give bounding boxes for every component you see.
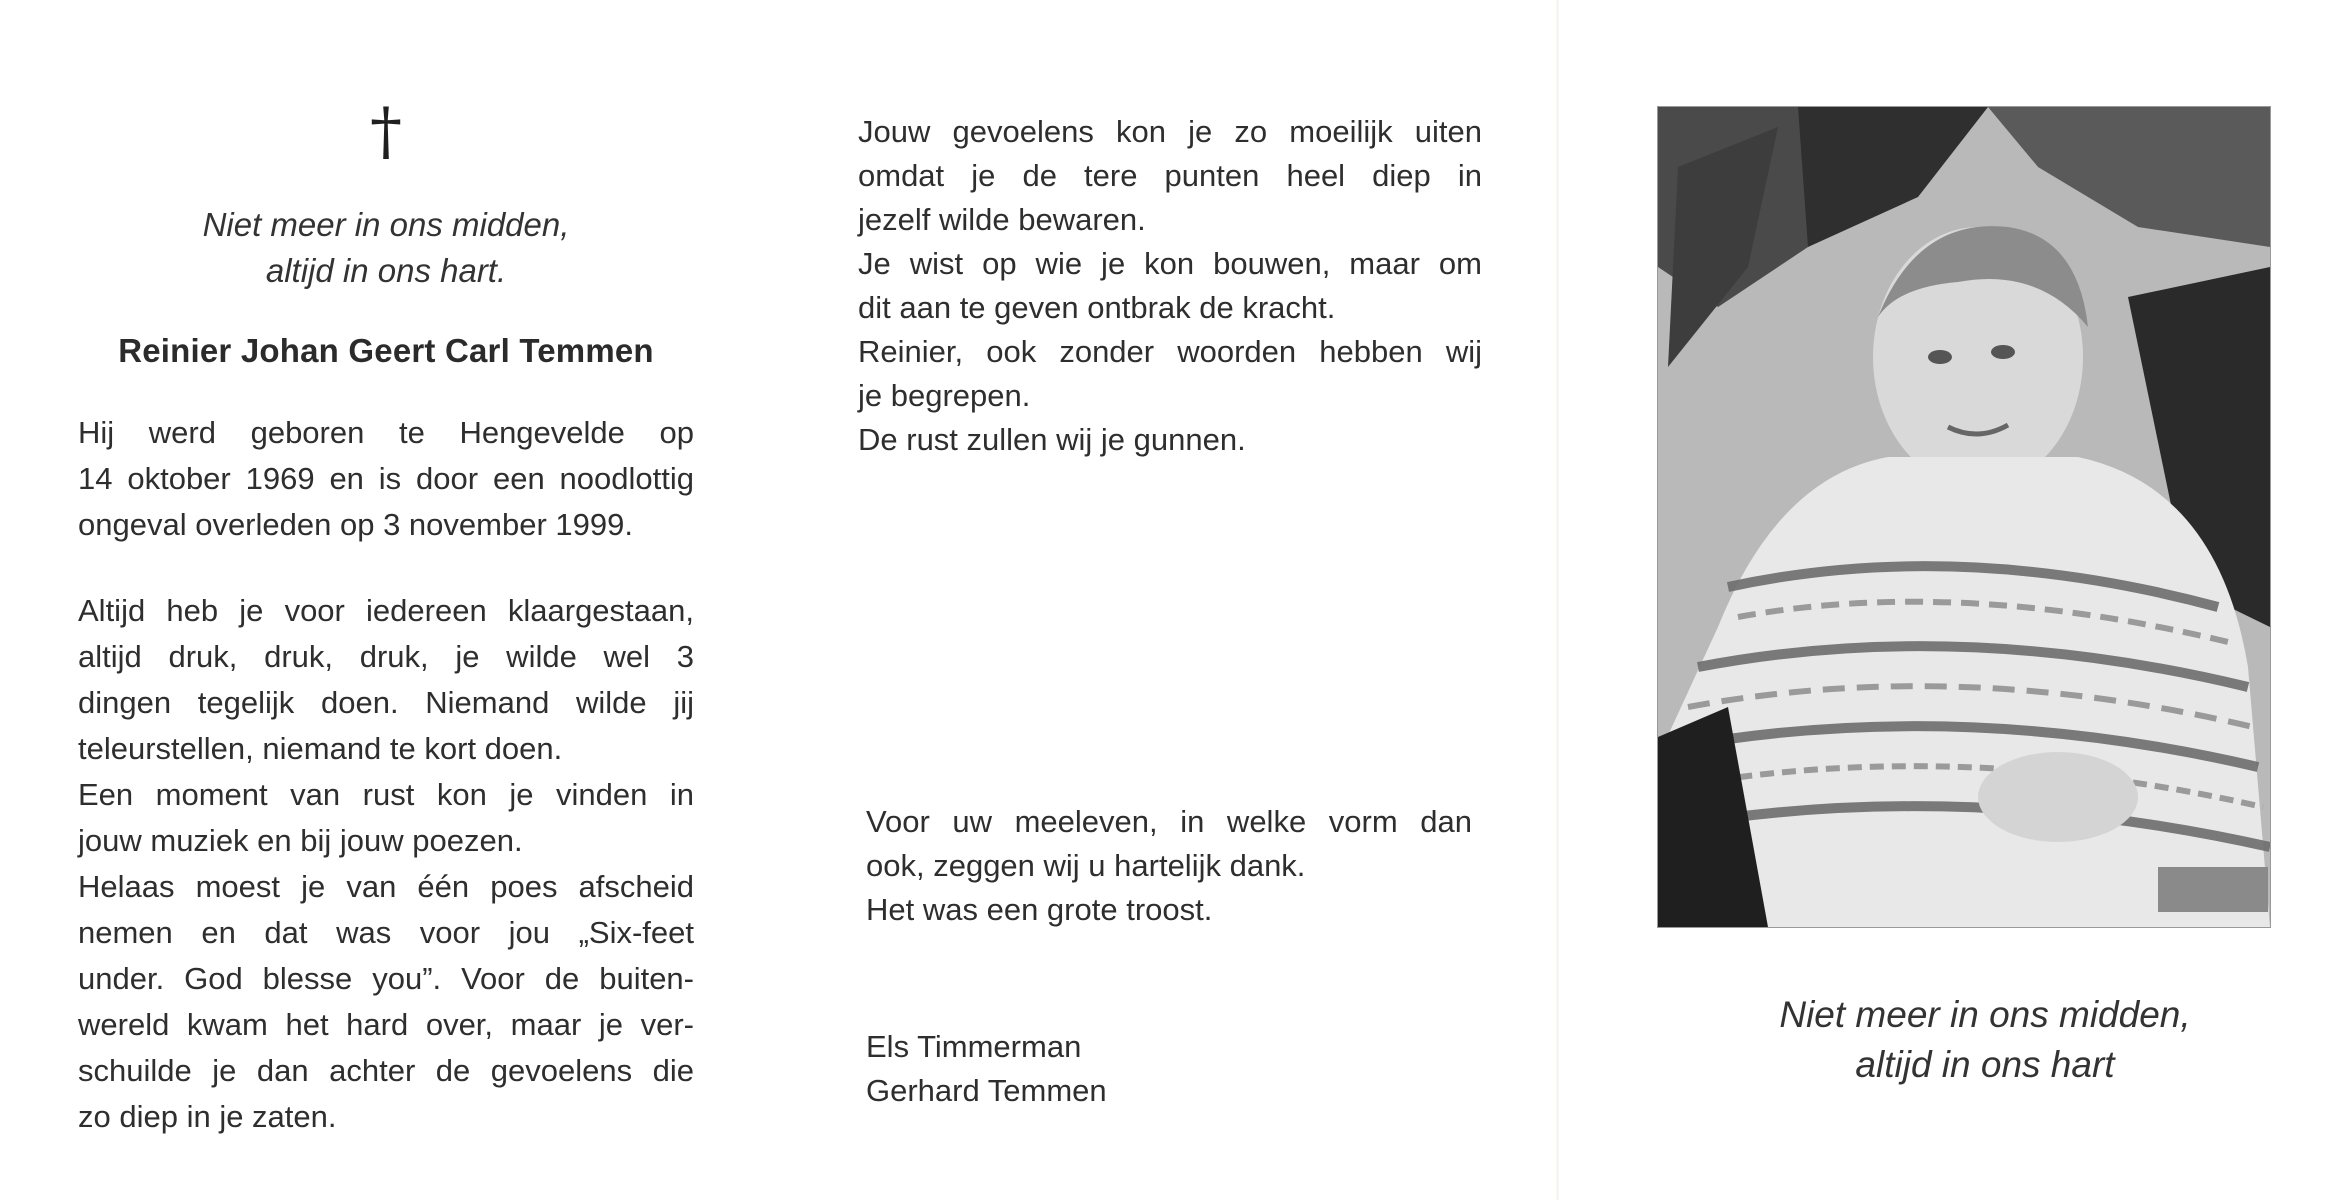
text-line: altijd druk, druk, druk, je wilde wel 3 [78, 639, 694, 674]
text-line: schuilde je dan achter de gevoelens die [78, 1053, 694, 1088]
poem-line: Reinier, ook zonder woorden hebben wij [858, 334, 1482, 369]
card-fold [1556, 0, 1559, 1200]
caption-line-2: altijd in ons hart [1855, 1044, 2115, 1085]
text-line: jouw muziek en bij jouw poezen. [78, 823, 523, 858]
text-line: Altijd heb je voor iedereen klaargestaan, [78, 593, 694, 628]
motto-line-1: Niet meer in ons midden, [202, 206, 570, 243]
caption-line-1: Niet meer in ons midden, [1779, 994, 2191, 1035]
text-line: nemen en dat was voor jou „Six-feet [78, 915, 694, 950]
motto-line-2: altijd in ons hart. [265, 252, 507, 289]
thanks-line: Het was een grote troost. [866, 892, 1213, 927]
poem-line: dit aan te geven ontbrak de kracht. [858, 290, 1336, 325]
poem-line: omdat je de tere punten heel diep in [858, 158, 1482, 193]
poem-block [858, 110, 1482, 462]
text-line: under. God blesse you”. Voor de buiten- [78, 961, 694, 996]
poem-line: jezelf wilde bewaren. [858, 202, 1146, 237]
poem-line: Jouw gevoelens kon je zo moeilijk uiten [858, 114, 1482, 149]
birth-paragraph [78, 410, 694, 548]
text-line: zo diep in je zaten. [78, 1099, 337, 1134]
portrait-photo [1657, 106, 2271, 928]
text-line: teleurstellen, niemand te kort doen. [78, 731, 563, 766]
deceased-name: Reinier Johan Geert Carl Temmen [118, 332, 654, 369]
signatures [866, 1025, 1472, 1113]
cross-icon: † [370, 95, 402, 169]
text-line: dingen tegelijk doen. Niemand wilde jij [78, 685, 694, 720]
motto [78, 202, 694, 294]
poem-line: je begrepen. [858, 378, 1031, 413]
text-line: Helaas moest je van één poes afscheid [78, 869, 694, 904]
text-line: ongeval overleden op 3 november 1999. [78, 507, 633, 542]
left-panel [78, 95, 694, 1140]
photo-caption [1640, 990, 2330, 1090]
thanks-line: ook, zeggen wij u hartelijk dank. [866, 848, 1306, 883]
text-line: 14 oktober 1969 en is door een noodlottig [78, 461, 694, 496]
text-line: wereld kwam het hard over, maar je ver- [78, 1007, 694, 1042]
portrait-image [1658, 107, 2270, 927]
memorial-paragraph [78, 588, 694, 1140]
thanks-line: Voor uw meeleven, in welke vorm dan [866, 804, 1472, 839]
thanks-block [866, 800, 1472, 932]
poem-line: De rust zullen wij je gunnen. [858, 422, 1246, 457]
text-line: Hij werd geboren te Hengevelde op [78, 415, 694, 450]
signature-name: Els Timmerman [866, 1029, 1082, 1064]
signature-name: Gerhard Temmen [866, 1073, 1107, 1108]
poem-line: Je wist op wie je kon bouwen, maar om [858, 246, 1482, 281]
text-line: Een moment van rust kon je vinden in [78, 777, 694, 812]
